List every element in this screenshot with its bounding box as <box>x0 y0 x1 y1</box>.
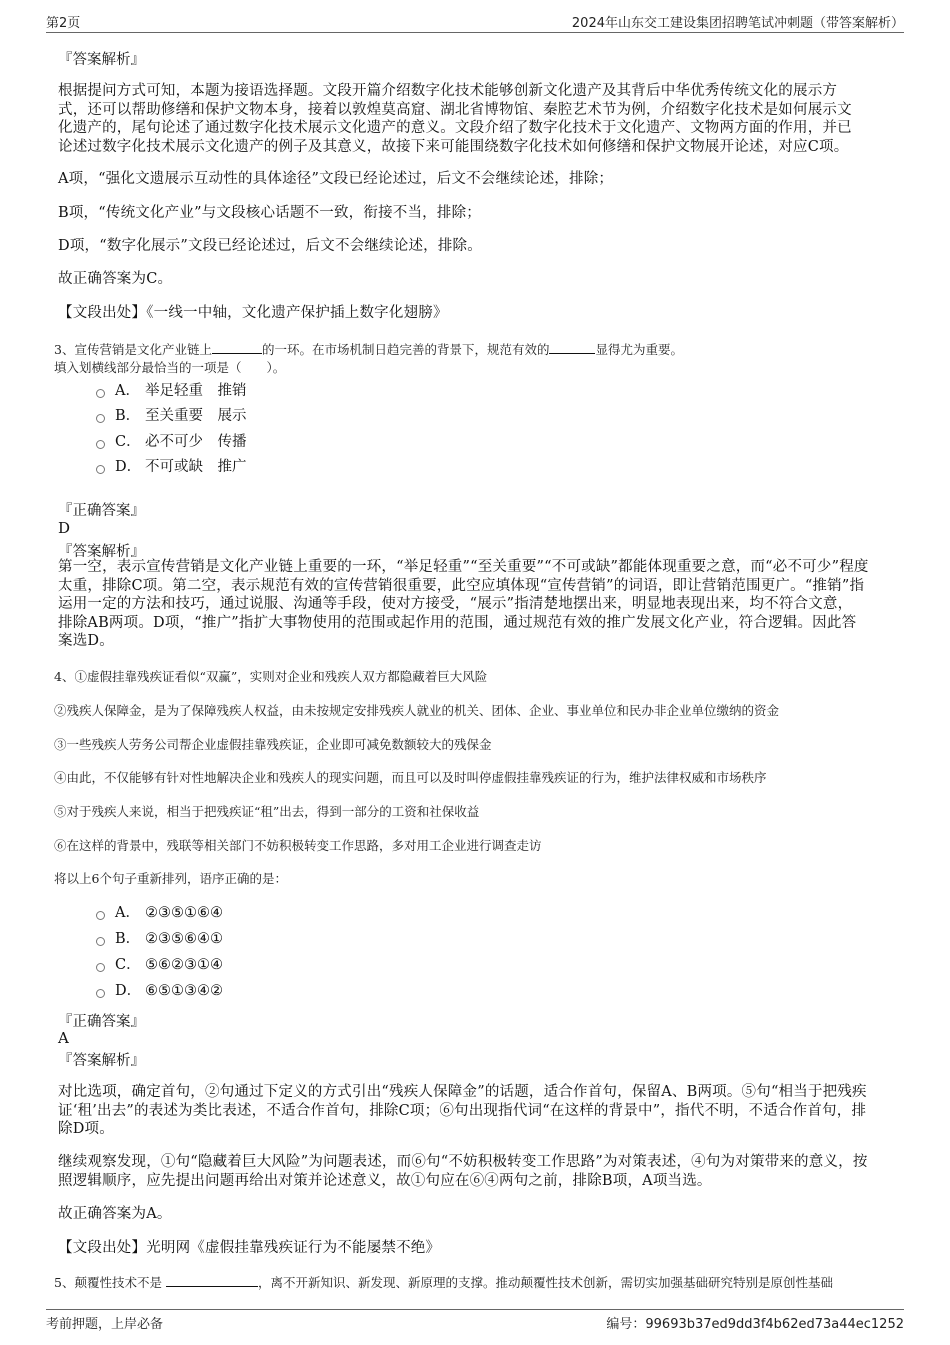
explain-paragraph <box>58 82 894 156</box>
explain-label: 『答案解析』 <box>58 1053 145 1069</box>
q3-option-a[interactable] <box>96 381 247 401</box>
radio-icon[interactable] <box>96 989 105 998</box>
conclusion: 故正确答案为C。 <box>58 271 173 287</box>
radio-icon[interactable] <box>96 937 105 946</box>
explain-paragraph <box>58 1083 894 1139</box>
q4-option-b[interactable] <box>96 929 223 949</box>
text-line: 式，还可以帮助修缮和保护文物本身，接着以敦煌莫高窟、湖北省博物馆、秦腔艺术节为例，介绍数字化技术是如何展示文 <box>58 101 852 118</box>
radio-icon[interactable] <box>96 440 105 449</box>
question-3-prompt: 填入划横线部分最恰当的一项是（ ）。 <box>54 360 286 375</box>
fill-blank <box>166 1274 258 1287</box>
option-text: 必不可少 传播 <box>145 434 247 450</box>
fill-blank <box>212 341 262 354</box>
text-line: 排除AB两项。D项，“推广”指扩大事物使用的范围或起作用的范围，通过规范有效的推广发展文化产业，符合逻辑。因此答 <box>58 614 857 631</box>
explain-label: 『答案解析』 <box>58 544 145 560</box>
q3-option-b[interactable] <box>96 406 247 426</box>
stem-part: 显得尤为重要。 <box>595 342 683 357</box>
stem-part: 5、颠覆性技术不是 <box>54 1275 162 1290</box>
footer-slogan: 考前押题，上岸必备 <box>46 1317 164 1332</box>
q4-option-d[interactable] <box>96 981 223 1001</box>
explain-option-d: D项，“数字化展示”文段已经论述过，后文不会继续论述，排除。 <box>58 238 482 254</box>
radio-icon[interactable] <box>96 414 105 423</box>
text-line: 太重，排除C项。第二空，表示规范有效的宣传营销很重要，此空应填体现“宣传营销”的词语，即让营销范围更广。“推销”指 <box>58 577 865 594</box>
option-text: 不可或缺 推广 <box>145 459 247 475</box>
option-letter: B． <box>115 931 141 947</box>
text-line: 论述过数字化技术展示文化遗产的例子及其意义，故接下来可能围绕数字化技术如何修缮和保护文物展开论述，对应C项。 <box>58 138 849 155</box>
question-4-sentence: ③一些残疾人劳务公司帮企业虚假挂靠残疾证，企业即可减免数额较大的残保金 <box>54 737 492 752</box>
document-title: 2024年山东交工建设集团招聘笔试冲刺题（带答案解析） <box>571 16 904 31</box>
text-line: 运用一定的方法和技巧，通过说服、沟通等手段，使对方接受，“展示”指清楚地摆出来，明显地表现出来，均不符合文意， <box>58 596 853 612</box>
text-line: 照逻辑顺序，应先提出问题再给出对策并论述意义，故①句应在⑥④两句之前，排除B项，A项当选。 <box>58 1172 712 1189</box>
text-line: 案选D。 <box>58 633 114 649</box>
option-text: 举足轻重 推销 <box>145 383 247 399</box>
radio-icon[interactable] <box>96 465 105 474</box>
correct-answer: D <box>58 519 71 537</box>
explain-option-b: B项，“传统文化产业”与文段核心话题不一致，衔接不当，排除； <box>58 205 481 221</box>
q4-option-c[interactable] <box>96 955 223 975</box>
text-line: 继续观察发现，①句“隐藏着巨大风险”为问题表述，而⑥句“不妨积极转变工作思路”为对策表述，④句为对策带来的意义，按 <box>58 1154 868 1170</box>
question-4-sentence: ④由此，不仅能够有针对性地解决企业和残疾人的现实问题，而且可以及时叫停虚假挂靠残疾证的行为，维护法律权威和市场秩序 <box>54 770 767 785</box>
option-letter: D． <box>115 459 142 475</box>
answer-label: 『正确答案』 <box>58 503 145 519</box>
stem-part: 的一环。在市场机制日趋完善的背景下，规范有效的 <box>261 342 550 357</box>
page-number: 第2页 <box>46 16 81 31</box>
text-line: 化遗产的，尾句论述了通过数字化技术展示文化遗产的意义。文段介绍了数字化技术于文化遗产、文物两方面的作用，并已 <box>58 120 852 136</box>
text-line: 根据提问方式可知，本题为接语选择题。文段开篇介绍数字化技术能够创新文化遗产及其背后中华优秀传统文化的展示方 <box>58 83 838 99</box>
text-line: 证‘租’出去”的表述为类比表述，不适合作首句，排除C项；⑥句出现指代词“在这样的背景中”，指代不明，不适合作首句，排 <box>58 1102 867 1119</box>
option-letter: B． <box>115 408 141 424</box>
option-text: ⑤⑥②③①④ <box>145 957 223 973</box>
q4-option-a[interactable] <box>96 903 223 923</box>
option-text: 至关重要 展示 <box>145 408 247 424</box>
document-id: 编号：99693b37ed9dd3f4b62ed73a44ec1252 <box>606 1317 904 1332</box>
option-text: ②③⑤①⑥④ <box>145 905 223 921</box>
question-4-sentence: ⑤对于残疾人来说，相当于把残疾证“租”出去，得到一部分的工资和社保收益 <box>54 804 480 819</box>
source-citation: 【文段出处】《一线一中轴，文化遗产保护插上数字化翅膀》 <box>58 305 448 321</box>
footer-divider <box>46 1309 904 1310</box>
question-4-sentence: ⑥在这样的背景中，残联等相关部门不妨积极转变工作思路，多对用工企业进行调查走访 <box>54 838 542 853</box>
conclusion: 故正确答案为A。 <box>58 1206 172 1222</box>
question-4-sentence: 4、①虚假挂靠残疾证看似“双赢”，实则对企业和残疾人双方都隐藏着巨大风险 <box>54 669 488 684</box>
explain-option-a: A项，“强化文遗展示互动性的具体途径”文段已经论述过，后文不会继续论述，排除； <box>58 171 614 187</box>
radio-icon[interactable] <box>96 911 105 920</box>
option-text: ②③⑤⑥④① <box>145 931 223 947</box>
option-letter: C． <box>115 957 141 973</box>
radio-icon[interactable] <box>96 389 105 398</box>
option-text: ⑥⑤①③④② <box>145 983 223 999</box>
question-3-stem <box>54 341 904 358</box>
answer-label: 『正确答案』 <box>58 1014 145 1030</box>
text-line: 第一空，表示宣传营销是文化产业链上重要的一环，“举足轻重”“至关重要”“不可或缺”都能体现重要之意，而“必不可少”程度 <box>58 559 869 575</box>
explain-paragraph <box>58 558 894 651</box>
correct-answer: A <box>58 1029 69 1047</box>
stem-part: ，离不开新知识、新发现、新原理的支撑。推动颠覆性技术创新，需切实加强基础研究特别是原创性基础 <box>257 1275 833 1290</box>
option-letter: A． <box>115 905 140 921</box>
source-citation: 【文段出处】光明网《虚假挂靠残疾证行为不能屡禁不绝》 <box>58 1240 441 1256</box>
radio-icon[interactable] <box>96 963 105 972</box>
explain-label: 『答案解析』 <box>58 52 145 68</box>
stem-part: 3、宣传营销是文化产业链上 <box>54 342 212 357</box>
question-5-stem <box>54 1274 904 1291</box>
text-line: 对比选项，确定首句，②句通过下定义的方式引出“残疾人保障金”的话题，适合作首句，保留A、B两项。⑤句“相当于把残疾 <box>58 1084 867 1100</box>
option-letter: D． <box>115 983 142 999</box>
option-letter: C． <box>115 434 141 450</box>
question-4-prompt: 将以上6个句子重新排列，语序正确的是： <box>54 871 287 886</box>
q3-option-c[interactable] <box>96 432 247 452</box>
text-line: 除D项。 <box>58 1121 114 1137</box>
option-letter: A． <box>115 383 140 399</box>
explain-paragraph <box>58 1153 894 1190</box>
question-4-sentence: ②残疾人保障金，是为了保障残疾人权益，由未按规定安排残疾人就业的机关、团体、企业、事业单位和民办非企业单位缴纳的资金 <box>54 703 780 718</box>
header-divider <box>46 32 904 33</box>
q3-option-d[interactable] <box>96 457 247 477</box>
fill-blank <box>549 341 595 354</box>
